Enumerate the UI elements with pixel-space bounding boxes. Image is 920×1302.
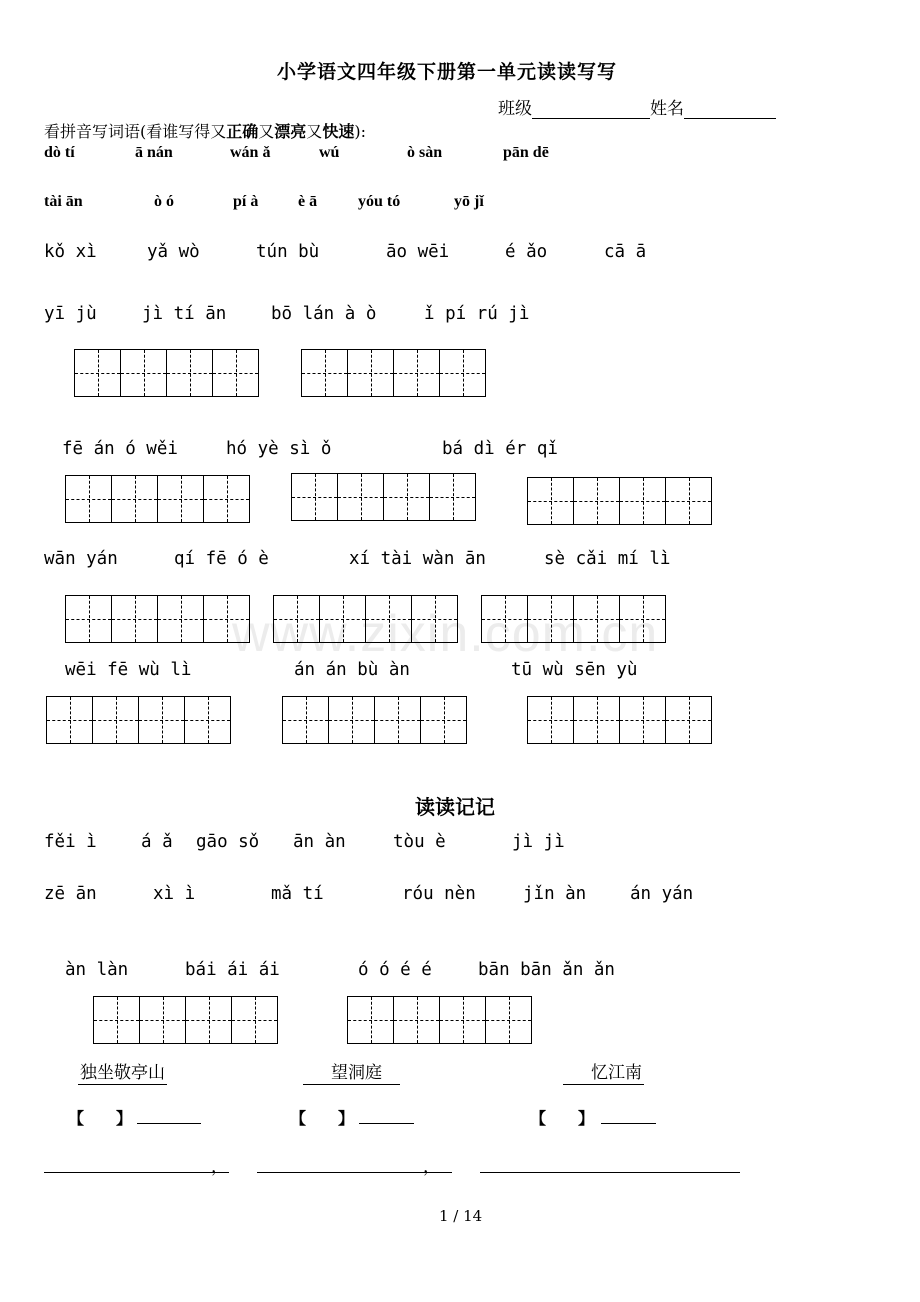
- page-title: 小学语文四年级下册第一单元读读写写: [277, 61, 618, 83]
- writing-cell[interactable]: [528, 697, 574, 743]
- answer-line[interactable]: [137, 1123, 201, 1124]
- writing-cell[interactable]: [366, 596, 412, 642]
- name-blank[interactable]: [684, 100, 776, 119]
- writing-cell[interactable]: [140, 997, 186, 1043]
- writing-cell[interactable]: [666, 478, 712, 524]
- writing-cell[interactable]: [93, 697, 139, 743]
- pinyin-item: bān bān ǎn ǎn: [478, 960, 615, 980]
- writing-cell[interactable]: [620, 478, 666, 524]
- answer-line[interactable]: [601, 1123, 656, 1124]
- pinyin-item: é ǎo: [505, 242, 548, 262]
- author-bracket-close: 】: [578, 1109, 595, 1128]
- writing-cell[interactable]: [66, 476, 112, 522]
- writing-cell[interactable]: [348, 997, 394, 1043]
- writing-grid[interactable]: [527, 477, 712, 525]
- writing-cell[interactable]: [574, 596, 620, 642]
- writing-grid[interactable]: [481, 595, 666, 643]
- pinyin-item: gāo sǒ: [196, 832, 260, 852]
- writing-cell[interactable]: [75, 350, 121, 396]
- class-blank[interactable]: [532, 100, 650, 119]
- instruction-word-3: 快速: [322, 122, 355, 141]
- writing-cell[interactable]: [574, 478, 620, 524]
- pinyin-item: wú: [319, 144, 340, 161]
- writing-cell[interactable]: [348, 350, 394, 396]
- author-bracket-close: 】: [116, 1109, 133, 1128]
- poem-title-text: 望洞庭: [303, 1063, 400, 1085]
- name-label: 姓名: [650, 99, 684, 119]
- writing-cell[interactable]: [158, 596, 204, 642]
- pinyin-item: róu nèn: [402, 884, 476, 904]
- writing-cell[interactable]: [486, 997, 532, 1043]
- poem-title: [78, 1058, 167, 1083]
- pinyin-item: bá dì ér qǐ: [442, 439, 558, 459]
- writing-cell[interactable]: [283, 697, 329, 743]
- pinyin-item: tún bù: [256, 242, 320, 262]
- pinyin-item: bō lán à ò: [271, 304, 377, 324]
- writing-cell[interactable]: [292, 474, 338, 520]
- watermark: www.zixin.com.cn: [232, 605, 659, 663]
- writing-cell[interactable]: [302, 350, 348, 396]
- writing-cell[interactable]: [620, 596, 666, 642]
- pinyin-item: ó ó é é: [358, 960, 432, 980]
- writing-cell[interactable]: [112, 476, 158, 522]
- pinyin-item: xì ì: [153, 884, 196, 904]
- poem-title: [303, 1058, 400, 1083]
- pinyin-item: ò sàn: [407, 144, 443, 161]
- pinyin-item: pí à: [233, 193, 259, 210]
- pinyin-item: tū wù sēn yù: [511, 660, 638, 680]
- pinyin-item: xí tài wàn ān: [349, 549, 486, 569]
- instruction-sep-2: 又: [306, 122, 323, 141]
- pinyin-item: ā nán: [135, 144, 173, 161]
- writing-grid[interactable]: [527, 696, 712, 744]
- writing-cell[interactable]: [574, 697, 620, 743]
- pinyin-item: yóu tó: [358, 193, 401, 210]
- pinyin-item: án án bù àn: [294, 660, 410, 680]
- pinyin-item: wān yán: [44, 549, 118, 569]
- poem-title-text: 独坐敬亭山: [80, 1063, 165, 1083]
- instruction-suffix: ):: [354, 122, 366, 141]
- pinyin-item: jì jì: [512, 832, 565, 852]
- writing-cell[interactable]: [112, 596, 158, 642]
- author-bracket-open: 【: [68, 1109, 85, 1128]
- writing-cell[interactable]: [232, 997, 278, 1043]
- writing-cell[interactable]: [204, 476, 250, 522]
- writing-grid[interactable]: [301, 349, 486, 397]
- pinyin-item: yī jù: [44, 304, 97, 324]
- pinyin-item: jì tí ān: [142, 304, 227, 324]
- class-label: 班级: [498, 99, 532, 119]
- writing-cell[interactable]: [158, 476, 204, 522]
- instruction-word-2: 漂亮: [274, 122, 307, 141]
- pinyin-item: á ǎ: [141, 832, 173, 852]
- writing-cell[interactable]: [528, 596, 574, 642]
- writing-cell[interactable]: [47, 697, 93, 743]
- pinyin-item: tài ān: [44, 193, 83, 210]
- pinyin-item: fē án ó wěi: [62, 439, 178, 459]
- writing-cell[interactable]: [440, 997, 486, 1043]
- pinyin-item: fěi ì: [44, 832, 97, 852]
- writing-grid[interactable]: [291, 473, 476, 521]
- pinyin-item: zē ān: [44, 884, 97, 904]
- pinyin-item: mǎ tí: [271, 884, 324, 904]
- pinyin-item: wēi fē wù lì: [65, 660, 192, 680]
- answer-line[interactable]: [359, 1123, 414, 1124]
- student-info: [498, 94, 776, 119]
- pinyin-item: è ā: [298, 193, 318, 210]
- pinyin-item: ò ó: [154, 193, 174, 210]
- page-number: 1 / 14: [439, 1207, 483, 1225]
- writing-cell[interactable]: [167, 350, 213, 396]
- writing-cell[interactable]: [338, 474, 384, 520]
- pinyin-item: jǐn àn: [523, 884, 587, 904]
- instruction-sep-1: 又: [258, 122, 275, 141]
- comma: ，: [423, 1157, 440, 1177]
- pinyin-item: àn làn: [65, 960, 129, 980]
- writing-grid[interactable]: [46, 696, 231, 744]
- author-bracket-close: 】: [338, 1109, 355, 1128]
- pinyin-item: yō jǐ: [454, 193, 484, 210]
- writing-cell[interactable]: [66, 596, 112, 642]
- pinyin-item: bái ái ái: [185, 960, 280, 980]
- writing-cell[interactable]: [139, 697, 185, 743]
- writing-cell[interactable]: [320, 596, 366, 642]
- writing-cell[interactable]: [394, 350, 440, 396]
- writing-cell[interactable]: [186, 997, 232, 1043]
- pinyin-item: ǐ pí rú jì: [424, 304, 530, 324]
- writing-cell[interactable]: [375, 697, 421, 743]
- instruction-word-1: 正确: [226, 122, 259, 141]
- writing-grid[interactable]: [65, 475, 250, 523]
- author-bracket-open: 【: [290, 1109, 307, 1128]
- pinyin-item: sè cǎi mí lì: [544, 549, 671, 569]
- writing-grid[interactable]: [282, 696, 467, 744]
- pinyin-item: wán ǎ: [230, 144, 271, 161]
- writing-cell[interactable]: [213, 350, 259, 396]
- poem-title-text: 忆江南: [563, 1063, 644, 1085]
- instruction-prefix: 看拼音写词语(看谁写得又: [44, 122, 227, 141]
- pinyin-item: qí fē ó è: [174, 549, 269, 569]
- writing-grid[interactable]: [273, 595, 458, 643]
- comma: ，: [211, 1157, 228, 1177]
- writing-cell[interactable]: [121, 350, 167, 396]
- writing-cell[interactable]: [185, 697, 231, 743]
- pinyin-item: kǒ xì: [44, 242, 97, 262]
- poem-title: [563, 1058, 644, 1083]
- writing-cell[interactable]: [274, 596, 320, 642]
- writing-cell[interactable]: [394, 997, 440, 1043]
- answer-line[interactable]: [44, 1172, 229, 1173]
- writing-cell[interactable]: [666, 697, 712, 743]
- writing-cell[interactable]: [412, 596, 458, 642]
- pinyin-item: pān dē: [503, 144, 549, 161]
- answer-line[interactable]: [480, 1172, 740, 1173]
- pinyin-item: án yán: [630, 884, 694, 904]
- reading-heading: 读读记记: [415, 795, 495, 819]
- writing-cell[interactable]: [440, 350, 486, 396]
- pinyin-item: cā ā: [604, 242, 647, 262]
- pinyin-item: yǎ wò: [147, 242, 200, 262]
- writing-grid[interactable]: [93, 996, 278, 1044]
- writing-cell[interactable]: [384, 474, 430, 520]
- writing-grid[interactable]: [347, 996, 532, 1044]
- pinyin-item: tòu è: [393, 832, 446, 852]
- writing-cell[interactable]: [482, 596, 528, 642]
- writing-cell[interactable]: [204, 596, 250, 642]
- pinyin-item: āo wēi: [386, 242, 450, 262]
- writing-cell[interactable]: [329, 697, 375, 743]
- pinyin-item: ān àn: [293, 832, 346, 852]
- writing-cell[interactable]: [620, 697, 666, 743]
- author-bracket-open: 【: [530, 1109, 547, 1128]
- writing-cell[interactable]: [430, 474, 476, 520]
- writing-grid[interactable]: [74, 349, 259, 397]
- writing-cell[interactable]: [421, 697, 467, 743]
- writing-cell[interactable]: [94, 997, 140, 1043]
- writing-grid[interactable]: [65, 595, 250, 643]
- instruction: [44, 119, 366, 142]
- pinyin-item: dò tí: [44, 144, 75, 161]
- pinyin-item: hó yè sì ǒ: [226, 439, 332, 459]
- writing-cell[interactable]: [528, 478, 574, 524]
